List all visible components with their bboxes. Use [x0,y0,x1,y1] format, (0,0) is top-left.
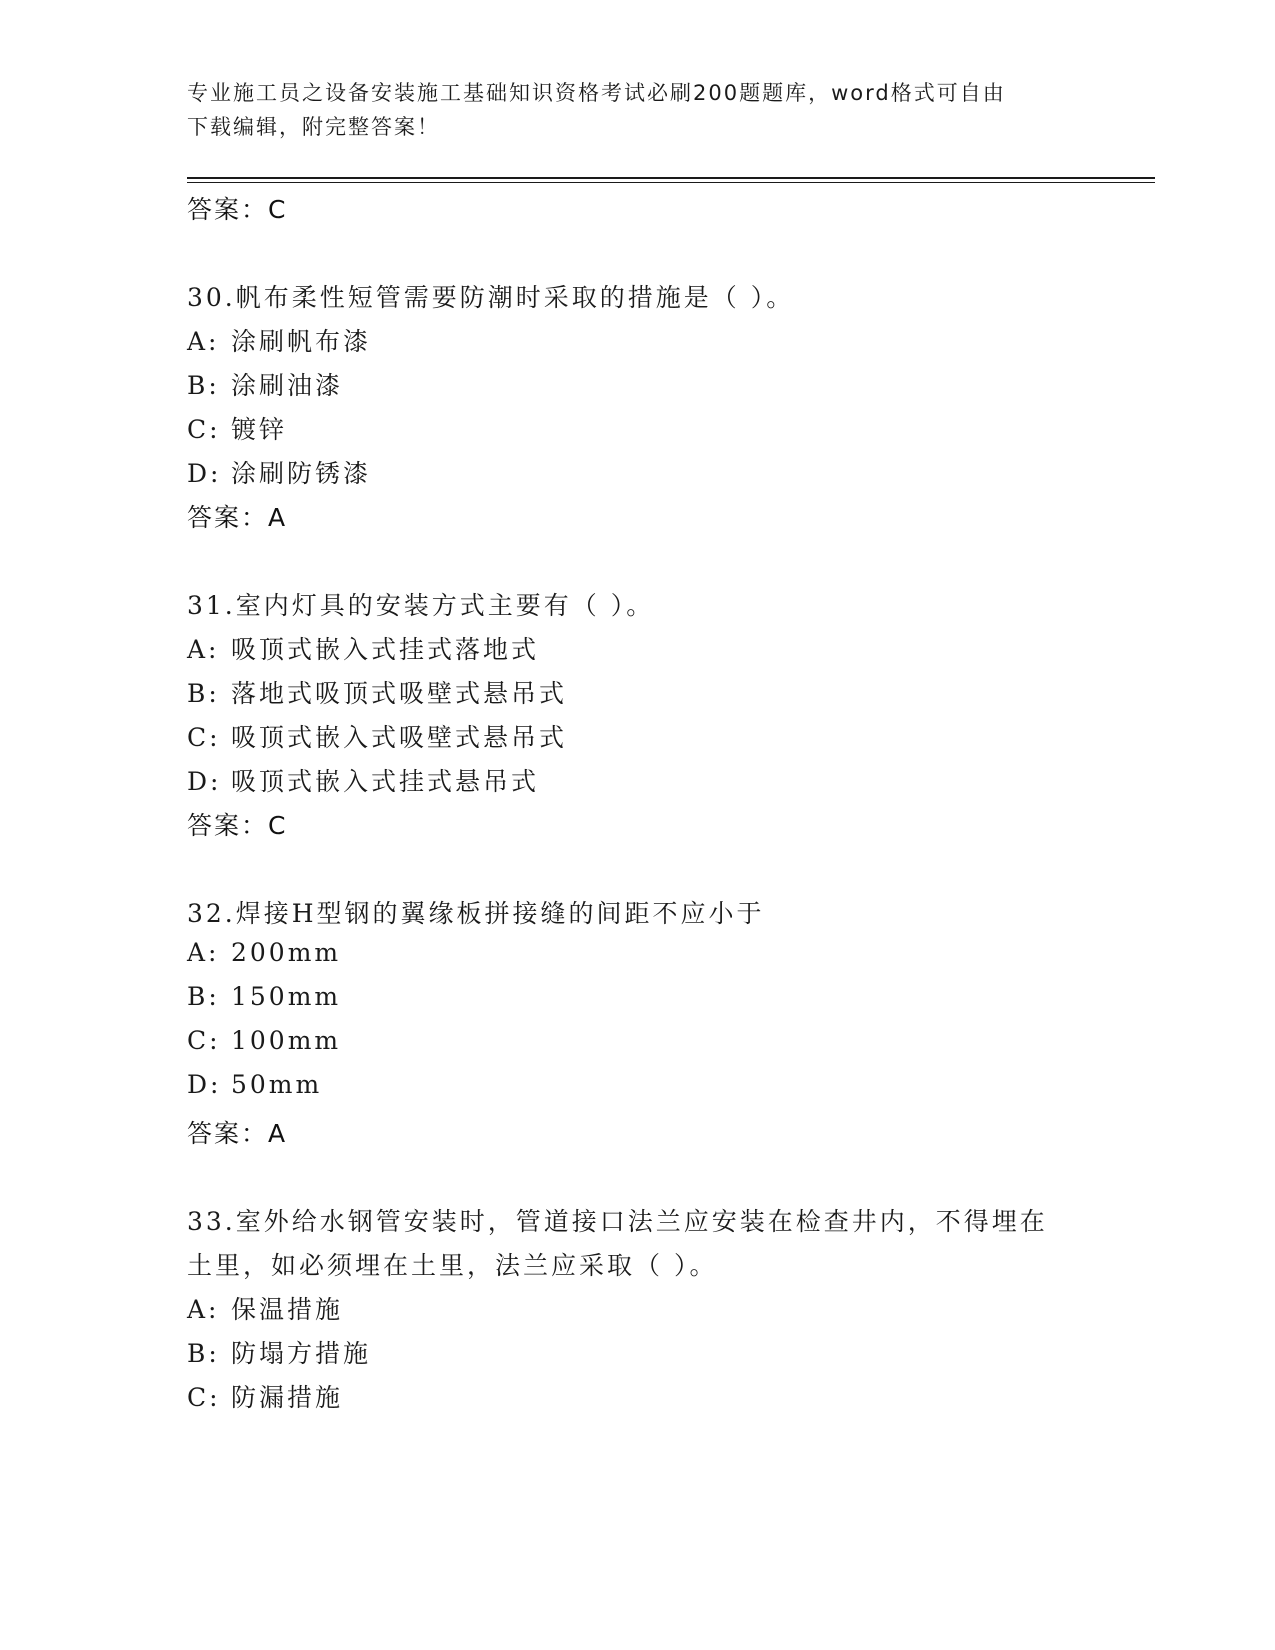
header-line-1: 专业施工员之设备安装施工基础知识资格考试必刷200题题库，word格式可自由 [187,81,1006,105]
question-30-stem: 30.帆布柔性短管需要防潮时采取的措施是（ ）。 [187,283,795,312]
header-divider-thick [187,177,1155,179]
question-33-option-a: A: 保温措施 [187,1295,344,1324]
question-32-option-c: C: 100mm [187,1026,342,1055]
question-31-option-c: C: 吸顶式嵌入式吸壁式悬吊式 [187,723,568,752]
header-line-2: 下载编辑，附完整答案！ [187,115,440,139]
question-32-option-a: A: 200mm [187,938,342,967]
answer-31: 答案：C [187,811,288,840]
question-30-option-b: B: 涂刷油漆 [187,371,344,400]
question-30-option-a: A: 涂刷帆布漆 [187,327,372,356]
question-32-stem: 32.焊接H型钢的翼缘板拼接缝的间距不应小于 [187,899,765,928]
question-32-option-b: B: 150mm [187,982,342,1011]
question-31-stem: 31.室内灯具的安装方式主要有（ ）。 [187,591,655,620]
answer-29: 答案：C [187,195,288,224]
question-33-stem-line-1: 33.室外给水钢管安装时，管道接口法兰应安装在检查井内，不得埋在 [187,1207,1048,1236]
document-header [187,76,1087,144]
answer-30: 答案：A [187,503,288,532]
question-31-option-a: A: 吸顶式嵌入式挂式落地式 [187,635,540,664]
header-divider-thin [187,182,1155,183]
question-33-option-c: C: 防漏措施 [187,1383,344,1412]
question-32-option-d: D: 50mm [187,1070,323,1099]
answer-32: 答案：A [187,1119,288,1148]
question-33-stem-line-2: 土里，如必须埋在土里，法兰应采取（ ）。 [187,1251,718,1280]
question-31-option-b: B: 落地式吸顶式吸壁式悬吊式 [187,679,568,708]
question-30-option-d: D: 涂刷防锈漆 [187,459,372,488]
question-33-option-b: B: 防塌方措施 [187,1339,372,1368]
question-30-option-c: C: 镀锌 [187,415,288,444]
question-31-option-d: D: 吸顶式嵌入式挂式悬吊式 [187,767,540,796]
